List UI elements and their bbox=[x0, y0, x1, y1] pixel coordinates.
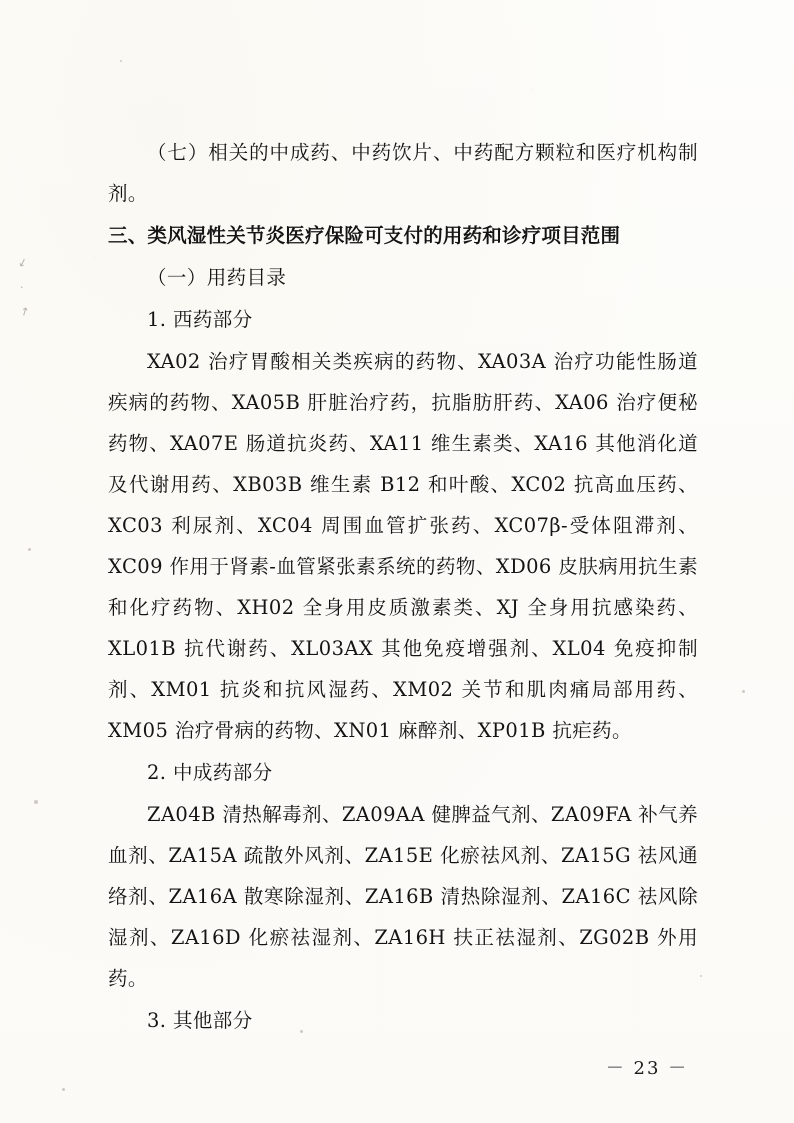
paragraph-item-seven: （七）相关的中成药、中药饮片、中药配方颗粒和医疗机构制剂。 bbox=[108, 141, 698, 205]
paper-speck bbox=[700, 975, 702, 977]
margin-mark-icon: ↙ bbox=[16, 254, 30, 271]
document-body bbox=[108, 132, 698, 1042]
list-item-1-body: XA02 治疗胃酸相关类疾病的药物、XA03A 治疗功能性肠道疾病的药物、XA05B 肝脏治疗药，抗脂肪肝药、XA06 治疗便秘药物、XA07E 肠道抗炎药、XA11 维生素类、XA16 其他消化道及代谢用药、XB03B 维生素 B12 和叶酸、XC02 抗高血压药、XC03 利尿剂、XC04 周围血管扩张药、XC07β-受体阻滞剂、XC09 作用于肾素-血管紧张素系统的药物、XD06 皮肤病用抗生素和化疗药物、XH02 全身用皮质激素类、XJ 全身用抗感染药、XL01B 抗代谢药、XL03AX 其他免疫增强剂、XL04 免疫抑制剂、XM01 抗炎和抗风湿药、XM02 关节和肌肉痛局部用药、XM05 治疗骨病的药物、XN01 麻醉剂、XP01B 抗疟药。 bbox=[108, 350, 698, 742]
list-item-2-title: 2. 中成药部分 bbox=[147, 761, 273, 784]
list-item-2-body: ZA04B 清热解毒剂、ZA09AA 健脾益气剂、ZA09FA 补气养血剂、ZA15A 疏散外风剂、ZA15E 化瘀祛风剂、ZA15G 祛风通络剂、ZA16A 散寒除湿剂、ZA16B 清热除湿剂、ZA16C 祛风除湿剂、ZA16D 化瘀祛湿剂、ZA16H 扶正祛湿剂、ZG02B 外用药。 bbox=[108, 803, 698, 990]
list-item-3-title: 3. 其他部分 bbox=[147, 1009, 253, 1032]
margin-mark-icon: ↗ bbox=[17, 303, 32, 320]
paper-speck bbox=[62, 1088, 65, 1091]
subsection-heading-one: （一）用药目录 bbox=[147, 266, 287, 289]
list-item-1-title: 1. 西药部分 bbox=[147, 308, 253, 331]
page-number: － 23 － bbox=[605, 1058, 689, 1079]
margin-mark-icon: · bbox=[19, 280, 25, 295]
paper-speck bbox=[120, 60, 122, 62]
paper-speck bbox=[742, 690, 745, 693]
section-heading-three: 三、类风湿性关节炎医疗保险可支付的用药和诊疗项目范围 bbox=[108, 224, 621, 247]
paper-speck bbox=[28, 548, 31, 551]
paper-speck bbox=[34, 800, 38, 804]
